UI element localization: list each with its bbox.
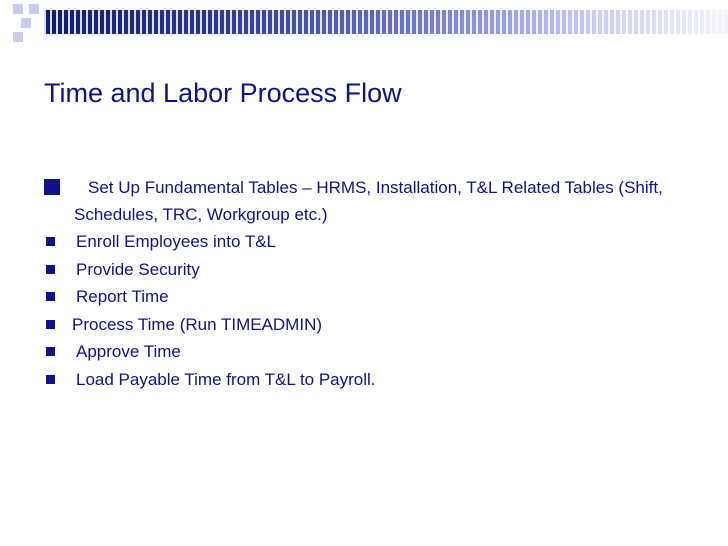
bullet-text: Set Up Fundamental Tables – HRMS, Installation, T&L Related Tables (Shift, Schedules, TRC, Workgroup etc.) bbox=[74, 178, 663, 224]
square-bullet-icon bbox=[46, 347, 55, 356]
bullet-item bbox=[44, 283, 684, 311]
bullet-text: Process Time (Run TIMEADMIN) bbox=[72, 314, 323, 334]
bullet-text: Enroll Employees into T&L bbox=[76, 232, 277, 251]
header-stripe-bar bbox=[44, 10, 728, 34]
corner-square-3 bbox=[21, 18, 31, 28]
square-bullet-icon bbox=[46, 265, 55, 274]
bullet-text: Report Time bbox=[76, 287, 169, 306]
square-bullet-icon bbox=[46, 237, 55, 246]
corner-square-2 bbox=[29, 4, 39, 14]
bullet-item bbox=[44, 256, 684, 284]
bullet-item bbox=[44, 228, 684, 256]
square-bullet-icon bbox=[44, 179, 60, 195]
bullet-text: Provide Security bbox=[76, 259, 200, 279]
slide-title: Time and Labor Process Flow bbox=[44, 78, 402, 108]
square-bullet-icon bbox=[46, 320, 55, 329]
corner-square-4 bbox=[13, 32, 23, 42]
bullet-item bbox=[44, 366, 684, 394]
bullet-item bbox=[44, 174, 684, 228]
square-bullet-icon bbox=[46, 292, 55, 301]
bullet-list bbox=[44, 174, 684, 393]
bullet-text: Load Payable Time from T&L to Payroll. bbox=[76, 369, 376, 389]
corner-square-1 bbox=[13, 4, 23, 14]
bullet-item bbox=[44, 311, 684, 339]
bullet-item bbox=[44, 338, 684, 366]
square-bullet-icon bbox=[46, 375, 55, 384]
bullet-text: Approve Time bbox=[76, 342, 181, 361]
